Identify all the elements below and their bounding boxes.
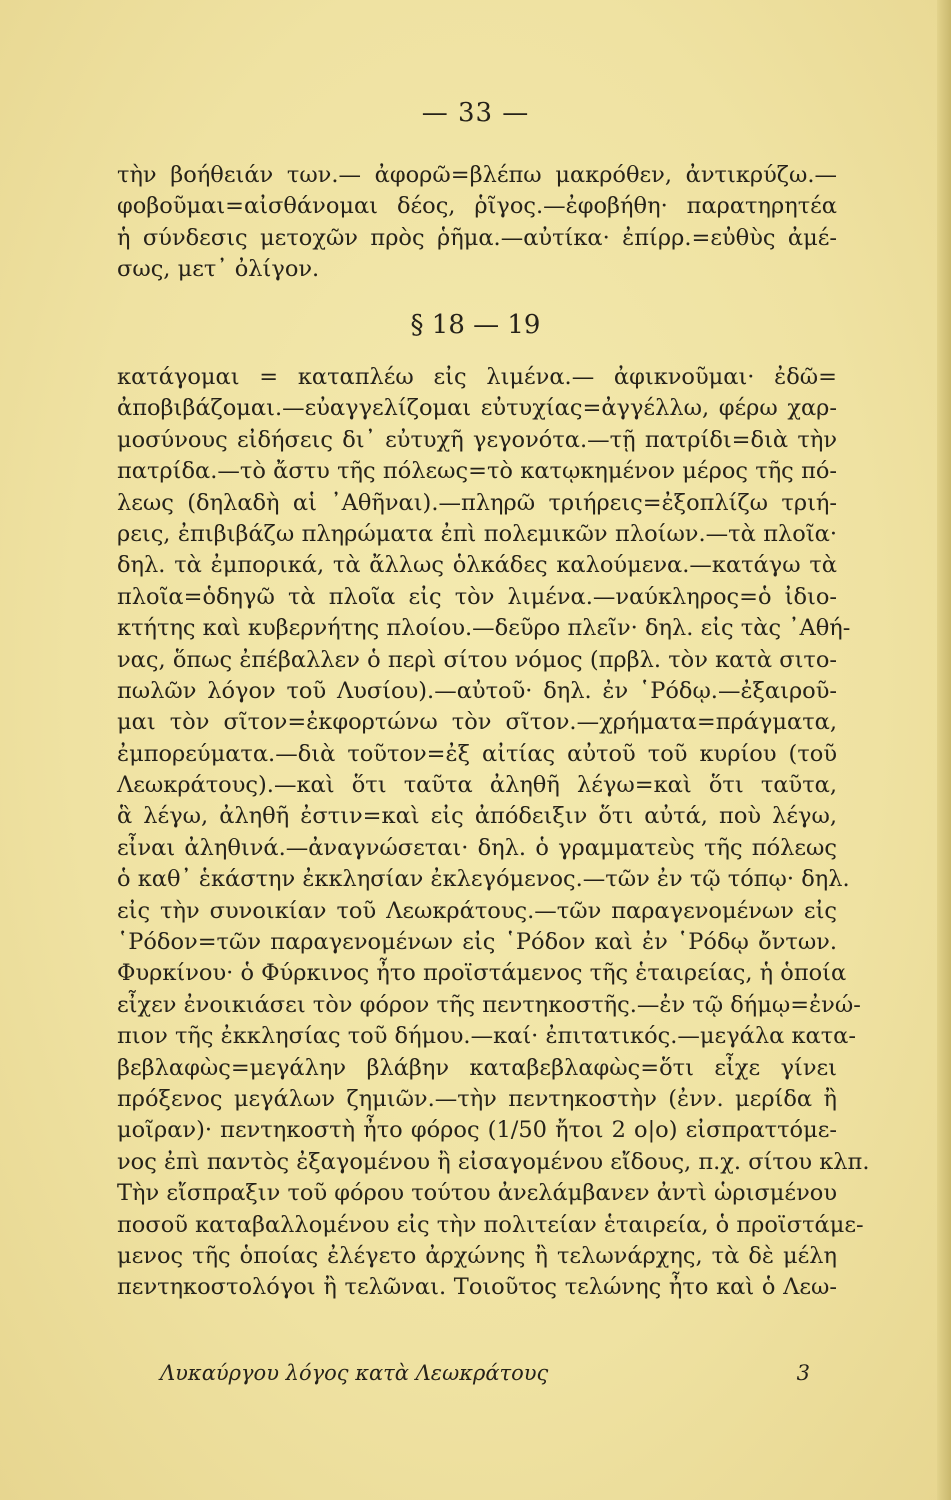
text-line: πλοῖα=ὁδηγῶ τὰ πλοῖα εἰς τὸν λιμένα.—ναύκληρος=ὁ ἰδιο-	[117, 583, 837, 610]
text-line: δηλ. τὰ ἐμπορικά, τὰ ἄλλως ὁλκάδες καλούμενα.—κατάγω τὰ	[117, 552, 837, 579]
paragraph-continuation	[117, 160, 837, 286]
text-line: ἐμπορεύματα.—διὰ τοῦτον=ἐξ αἰτίας αὐτοῦ τοῦ κυρίου (τοῦ	[117, 740, 837, 767]
text-line: Λεωκράτους).—καὶ ὅτι ταῦτα ἀληθῆ λέγω=καὶ ὅτι ταῦτα,	[117, 772, 837, 799]
text-line: φοβοῦμαι=αἰσθάνομαι δέος, ῥῖγος.—ἐφοβήθη· παρατηρητέα	[117, 193, 837, 220]
text-line: κατάγομαι = καταπλέω εἰς λιμένα.— ἀφικνοῦμαι· ἐδῶ=	[117, 364, 837, 390]
text-line: πατρίδα.—τὸ ἄστυ τῆς πόλεως=τὸ κατῳκημένον μέρος τῆς πό-	[117, 458, 837, 485]
text-line: μοῖραν)· πεντηκοστὴ ἦτο φόρος (1/50 ἤτοι 2 ο|ο) εἰσπραττόμε-	[117, 1117, 837, 1144]
text-line: πεντηκοστολόγοι ἢ τελῶναι. Τοιοῦτος τελώνης ἦτο καὶ ὁ Λεω-	[117, 1274, 837, 1301]
text-line: μαι τὸν σῖτον=ἐκφορτώνω τὸν σῖτον.—χρήματα=πράγματα,	[117, 709, 837, 736]
text-line: τὴν βοήθειάν των.— ἀφορῶ=βλέπω μακρόθεν, ἀντικρύζω.—	[117, 162, 837, 188]
text-line: κτήτης καὶ κυβερνήτης πλοίου.—δεῦρο πλεῖν· δηλ. εἰς τὰς ᾿Αθή-	[117, 615, 851, 642]
section-heading: § 18 — 19	[410, 310, 541, 340]
page-number: — 33 —	[421, 98, 530, 128]
text-line: νας, ὅπως ἐπέβαλλεν ὁ περὶ σίτου νόμος (πρβλ. τὸν κατὰ σιτο-	[117, 646, 837, 673]
text-line: Τὴν εἴσπραξιν τοῦ φόρου τούτου ἀνελάμβανεν ἀντὶ ὡρισμένου	[117, 1180, 837, 1207]
text-line: ρεις, ἐπιβιβάζω πληρώματα ἐπὶ πολεμικῶν πλοίων.—τὰ πλοῖα·	[117, 520, 837, 547]
text-line: ἡ σύνδεσις μετοχῶν πρὸς ῥῆμα.—αὐτίκα· ἐπίρρ.=εὐθὺς ἀμέ-	[117, 224, 837, 251]
text-line: ἃ λέγω, ἀληθῆ ἐστιν=καὶ εἰς ἀπόδειξιν ὅτι αὐτά, ποὺ λέγω,	[117, 803, 837, 830]
text-line: Φυρκίνου· ὁ Φύρκινος ἦτο προϊστάμενος τῆς ἑταιρείας, ἡ ὁποία	[117, 960, 847, 987]
text-line: μενος τῆς ὁποίας ἐλέγετο ἀρχώνης ἢ τελωνάρχης, τὰ δὲ μέλη	[117, 1242, 837, 1269]
running-title: Λυκαύργου λόγος κατὰ Λεωκράτους	[160, 1361, 549, 1385]
text-line: πρόξενος μεγάλων ζημιῶν.—τὴν πεντηκοστὴν (ἐνν. μερίδα ἢ	[117, 1085, 837, 1112]
text-line: βεβλαφὼς=μεγάλην βλάβην καταβεβλαφὼς=ὅτι εἶχε γίνει	[117, 1054, 837, 1081]
sheet-signature: 3	[796, 1361, 810, 1385]
text-line: πιον τῆς ἐκκλησίας τοῦ δήμου.—καί· ἐπιτατικός.—μεγάλα κατα-	[117, 1023, 856, 1050]
text-line: εἶχεν ἐνοικιάσει τὸν φόρον τῆς πεντηκοστῆς.—ἐν τῷ δήμῳ=ἐνώ-	[117, 991, 861, 1018]
text-line: εἰς τὴν συνοικίαν τοῦ Λεωκράτους.—τῶν παραγενομένων εἰς	[117, 897, 837, 924]
commentary-body	[117, 362, 870, 1304]
text-line: ὁ καθ᾽ ἑκάστην ἐκκλησίαν ἐκλεγόμενος.—τῶν ἐν τῷ τόπῳ· δηλ.	[117, 866, 850, 893]
text-line: ἀποβιβάζομαι.—εὐαγγελίζομαι εὐτυχίας=ἀγγέλλω, φέρω χαρ-	[117, 395, 837, 422]
text-line: πωλῶν λόγον τοῦ Λυσίου).—αὐτοῦ· δηλ. ἐν ῾Ρόδῳ.—ἐξαιροῦ-	[117, 677, 837, 704]
text-line: ῾Ρόδον=τῶν παραγενομένων εἰς ῾Ρόδον καὶ ἐν ῾Ρόδῳ ὄντων.	[117, 929, 837, 956]
text-line: μοσύνους εἰδήσεις δι᾽ εὐτυχῆ γεγονότα.—τῇ πατρίδι=διὰ τὴν	[117, 426, 837, 453]
page-edge-shadow	[937, 0, 951, 1500]
text-line: λεως (δηλαδὴ αἱ ᾿Αθῆναι).—πληρῶ τριήρεις=ἐξοπλίζω τριή-	[117, 489, 837, 516]
text-line: νος ἐπὶ παντὸς ἐξαγομένου ἢ εἰσαγομένου εἴδους, π.χ. σίτου κλπ.	[117, 1148, 870, 1175]
text-line: σως, μετ᾽ ὀλίγον.	[117, 256, 320, 283]
text-line: ποσοῦ καταβαλλομένου εἰς τὴν πολιτείαν ἑταιρεία, ὁ προϊστάμε-	[117, 1211, 864, 1238]
text-line: εἶναι ἀληθινά.—ἀναγνώσεται· δηλ. ὁ γραμματεὺς τῆς πόλεως	[117, 834, 837, 861]
